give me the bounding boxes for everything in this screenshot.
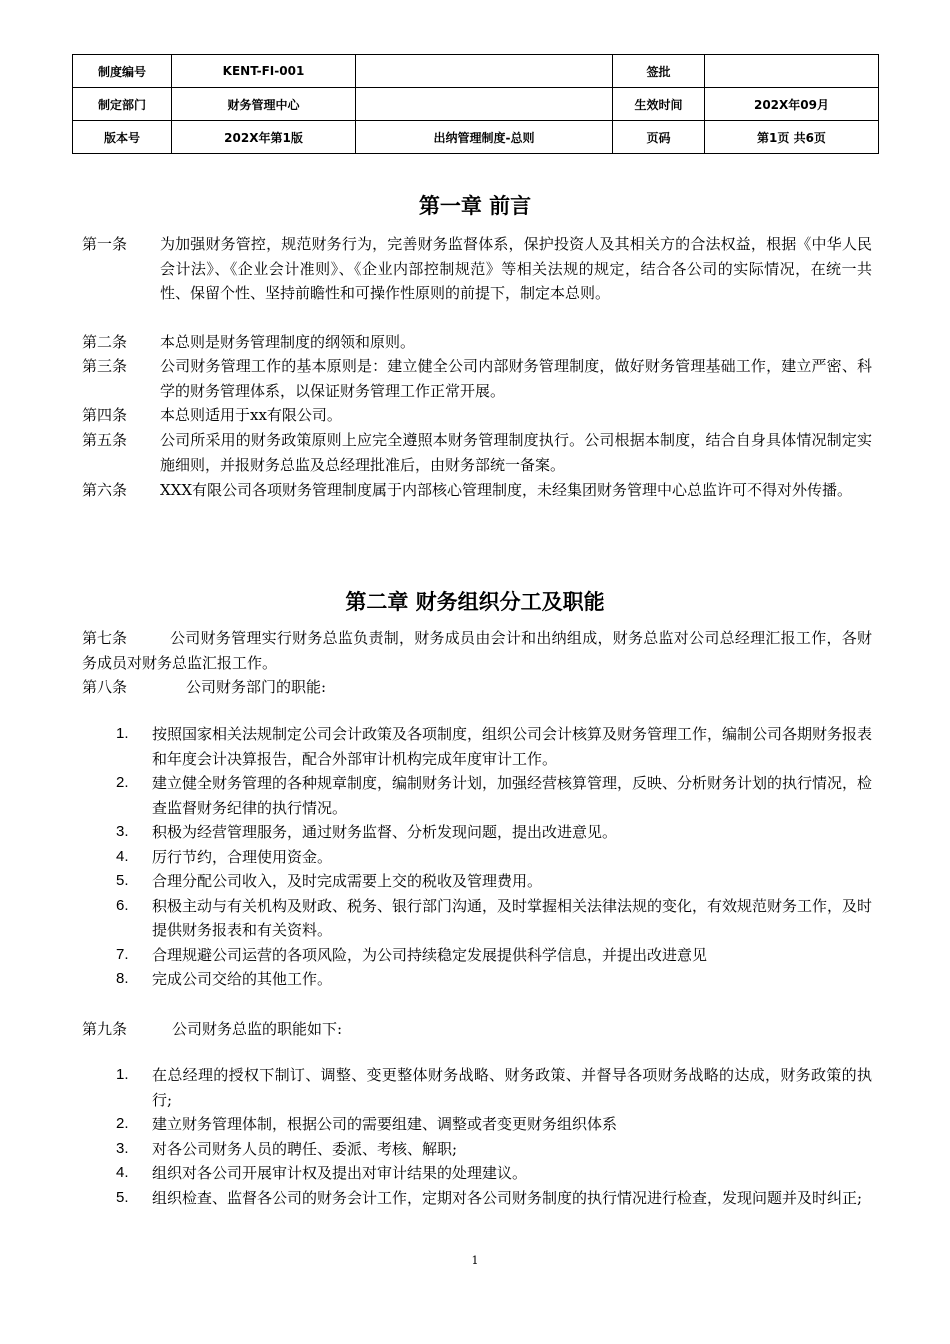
list-item: 3. 对各公司财务人员的聘任、委派、考核、解职; bbox=[116, 1139, 458, 1158]
article-6 bbox=[82, 478, 872, 503]
article-text: 为加强财务管控，规范财务行为，完善财务监督体系，保护投资人及其相关方的合法权益，根据《中华人民会计法》、《企业会计准则》、《企业内部控制规范》等相关法规的规定，结合各公司的实际情况，在统一共性、保留个性、坚持前瞻性和可操作性原则的前提下，制定本总则。 bbox=[160, 235, 872, 302]
article-text: 公司财务总监的职能如下: bbox=[172, 1020, 343, 1038]
article-number: 第六条 bbox=[82, 481, 128, 499]
list-item: 1. 在总经理的授权下制订、调整、变更整体财务战略、财务政策、并督导各项财务战略的达成，财务政策的执行; bbox=[116, 1066, 872, 1109]
article-8 bbox=[82, 675, 872, 700]
chapter-1-title: 第一章 前言 bbox=[418, 193, 532, 218]
list-item: 2. 建立财务管理体制，根据公司的需要组建、调整或者变更财务组织体系 bbox=[116, 1115, 618, 1133]
list-item: 7. 合理规避公司运营的各项风险，为公司持续稳定发展提供科学信息，并提出改进意见 bbox=[116, 945, 708, 964]
article-number: 第五条 bbox=[82, 431, 128, 449]
list-item: 2. 建立健全财务管理的各种规章制度，编制财务计划，加强经营核算管理，反映、分析财务计划的执行情况，检查监督财务纪律的执行情况。 bbox=[116, 774, 873, 817]
value-version: 202X年第1版 bbox=[172, 121, 356, 154]
article-number: 第一条 bbox=[82, 235, 128, 253]
document-title: 出纳管理制度-总则 bbox=[356, 121, 613, 154]
list-item: 4. 厉行节约，合理使用资金。 bbox=[116, 847, 333, 866]
page-number: 1 bbox=[471, 1254, 479, 1267]
list-item: 1. 按照国家相关法规制定公司会计政策及各项制度，组织公司会计核算及财务管理工作，编制公司各期财务报表和年度会计决算报告，配合外部审计机构完成年度审计工作。 bbox=[116, 725, 873, 768]
value-approval bbox=[705, 55, 879, 88]
list-item: 6. 积极主动与有关机构及财政、税务、银行部门沟通，及时掌握相关法律法规的变化，有效规范财务工作，及时提供财务报表和有关资料。 bbox=[116, 896, 873, 939]
list-item: 3. 积极为经营管理服务，通过财务监督、分析发现问题，提出改进意见。 bbox=[116, 823, 618, 841]
finance-department-duties-list bbox=[110, 722, 872, 992]
label-approval: 签批 bbox=[613, 55, 705, 88]
list-item: 4. 组织对各公司开展审计权及提出对审计结果的处理建议。 bbox=[116, 1164, 528, 1182]
article-number: 第九条 bbox=[82, 1020, 128, 1038]
list-item: 8. 完成公司交给的其他工作。 bbox=[116, 970, 333, 988]
article-number: 第三条 bbox=[82, 357, 128, 375]
article-4 bbox=[82, 403, 872, 428]
article-text: 本总则适用于xx有限公司。 bbox=[160, 406, 342, 424]
article-number: 第八条 bbox=[82, 678, 128, 696]
article-7 bbox=[82, 626, 872, 675]
value-page: 第1页 共6页 bbox=[705, 121, 879, 154]
finance-director-duties-list bbox=[110, 1063, 872, 1210]
header-row bbox=[73, 55, 879, 88]
article-number: 第二条 bbox=[82, 333, 128, 351]
article-9 bbox=[82, 1017, 872, 1042]
header-row bbox=[73, 121, 879, 154]
article-2 bbox=[82, 330, 872, 355]
value-doc-number: KENT-FI-001 bbox=[172, 55, 356, 88]
chapter-2-title: 第二章 财务组织分工及职能 bbox=[345, 589, 605, 614]
label-department: 制定部门 bbox=[73, 88, 172, 121]
list-item: 5. 组织检查、监督各公司的财务会计工作，定期对各公司财务制度的执行情况进行检查，发现问题并及时纠正; bbox=[116, 1188, 863, 1207]
value-department: 财务管理中心 bbox=[172, 88, 356, 121]
header-blank-cell bbox=[356, 55, 613, 88]
label-doc-number: 制度编号 bbox=[73, 55, 172, 88]
article-text: 公司所采用的财务政策原则上应完全遵照本财务管理制度执行。公司根据本制度，结合自身具体情况制定实施细则，并报财务总监及总经理批准后，由财务部统一备案。 bbox=[160, 431, 872, 474]
label-effective-date: 生效时间 bbox=[613, 88, 705, 121]
list-item: 5. 合理分配公司收入，及时完成需要上交的税收及管理费用。 bbox=[116, 872, 543, 890]
article-1 bbox=[82, 232, 872, 306]
value-effective-date: 202X年09月 bbox=[705, 88, 879, 121]
article-text: 公司财务管理实行财务总监负责制，财务成员由会计和出纳组成，财务总监对公司总经理汇报工作，各财务成员对财务总监汇报工作。 bbox=[82, 629, 872, 672]
article-text: 公司财务部门的职能: bbox=[186, 678, 327, 696]
article-text: XXX有限公司各项财务管理制度属于内部核心管理制度，未经集团财务管理中心总监许可不得对外传播。 bbox=[160, 481, 853, 499]
label-version: 版本号 bbox=[73, 121, 172, 154]
header-row bbox=[73, 88, 879, 121]
article-number: 第七条 bbox=[82, 629, 128, 647]
article-text: 本总则是财务管理制度的纲领和原则。 bbox=[160, 333, 416, 351]
document-header-table bbox=[72, 54, 879, 154]
article-text: 公司财务管理工作的基本原则是：建立健全公司内部财务管理制度，做好财务管理基础工作，建立严密、科学的财务管理体系，以保证财务管理工作正常开展。 bbox=[160, 357, 872, 400]
label-page: 页码 bbox=[613, 121, 705, 154]
article-5 bbox=[82, 428, 872, 477]
article-number: 第四条 bbox=[82, 406, 128, 424]
header-blank-cell bbox=[356, 88, 613, 121]
article-3 bbox=[82, 354, 872, 403]
